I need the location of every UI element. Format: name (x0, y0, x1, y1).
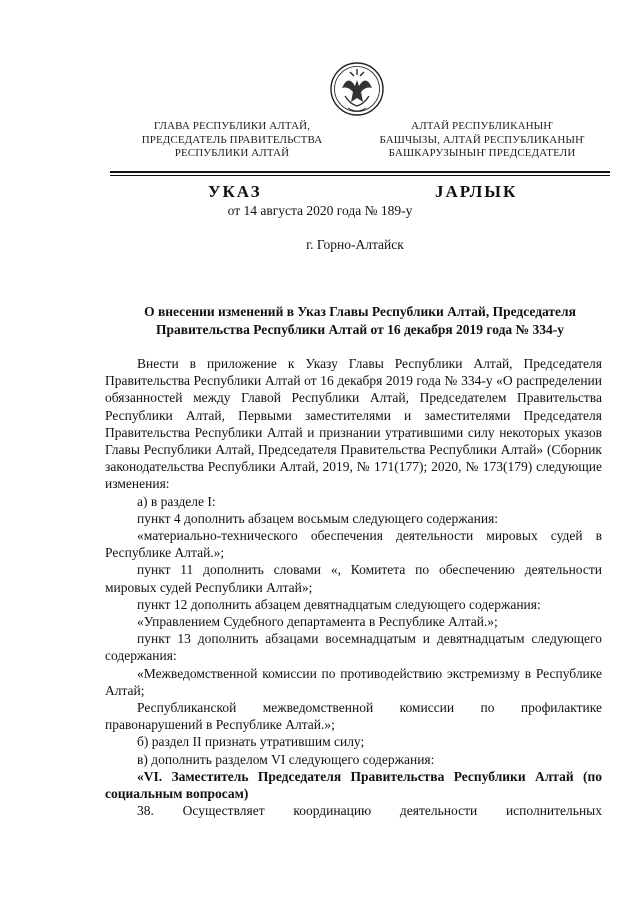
issuer-russian (112, 120, 352, 161)
section-heading: «VI. Заместитель Председателя Правительства Республики Алтай (по социальным вопросам) (105, 768, 602, 802)
paragraph: Внести в приложение к Указу Главы Республики Алтай, Председателя Правительства Республики Алтай от 16 декабря 2019 года № 334-у «О распределении обязанностей между Главой Республики Алтай, Председателем Правительства Республики Алтай, Первыми заместителями и заместителями Председателя Правительства Республики Алтай и признании утратившими силу некоторых указов Главы Республики Алтай, Председателя Правительства Республики Алтай» (Сборник законодательства Республики Алтай, 2019, № 171(177); 2020, № 173(179) следующие изменения: (105, 356, 602, 492)
issuer-line: ГЛАВА РЕСПУБЛИКИ АЛТАЙ, (153, 120, 311, 132)
paragraph: в) дополнить разделом VI следующего содержания: (137, 751, 435, 767)
republic-emblem-icon (328, 58, 386, 124)
paragraph: «Межведомственной комиссии по противодействию экстремизму в Республике Алтай; (105, 665, 602, 698)
header-rule-thin (110, 175, 610, 176)
paragraph: Республиканской межведомственной комиссии по профилактике правонарушений в Республике Алтай.»; (105, 700, 602, 733)
issuer-altai (362, 120, 602, 161)
document-city: г. Горно-Алтайск (306, 237, 404, 252)
document-heading: О внесении изменений в Указ Главы Республики Алтай, Председателя Правительства Республики Алтай от 16 декабря 2019 года № 334-у (144, 304, 576, 337)
paragraph: пункт 4 дополнить абзацем восьмым следующего содержания: (137, 510, 499, 526)
paragraph: пункт 13 дополнить абзацами восемнадцатым и девятнадцатым следующего содержания: (105, 631, 602, 664)
issuer-line: БАШКАРУЗЫНЫҤ ПРЕДСЕДАТЕЛИ (388, 147, 576, 159)
document-date-number: от 14 августа 2020 года № 189-у (227, 203, 413, 218)
issuer-line: РЕСПУБЛИКИ АЛТАЙ (174, 147, 290, 159)
issuer-line: ПРЕДСЕДАТЕЛЬ ПРАВИТЕЛЬСТВА (141, 133, 323, 146)
paragraph: «материально-технического обеспечения деятельности мировых судей в Республике Алтай.»; (105, 528, 602, 561)
paragraph: пункт 11 дополнить словами «, Комитета по обеспечению деятельности мировых судей Республики Алтай»; (105, 562, 602, 595)
paragraph: б) раздел II признать утратившим силу; (137, 734, 365, 750)
issuer-line: БАШЧЫЗЫ, АЛТАЙ РЕСПУБЛИКАНЫҤ (379, 133, 585, 146)
paragraph: а) в разделе I: (137, 493, 216, 509)
document-type-altai: JАРЛЫК (435, 182, 518, 201)
paragraph: пункт 12 дополнить абзацем девятнадцатым следующего содержания: (137, 596, 541, 612)
header-rule-thick (110, 171, 610, 173)
document-body (105, 355, 602, 819)
paragraph: «Управлением Судебного департамента в Республике Алтай.»; (137, 614, 498, 630)
document-type-russian: УКАЗ (208, 182, 262, 201)
paragraph: 38. Осуществляет координацию деятельности исполнительных (137, 803, 602, 819)
issuer-line: АЛТАЙ РЕСПУБЛИКАНЫҤ (411, 120, 553, 132)
